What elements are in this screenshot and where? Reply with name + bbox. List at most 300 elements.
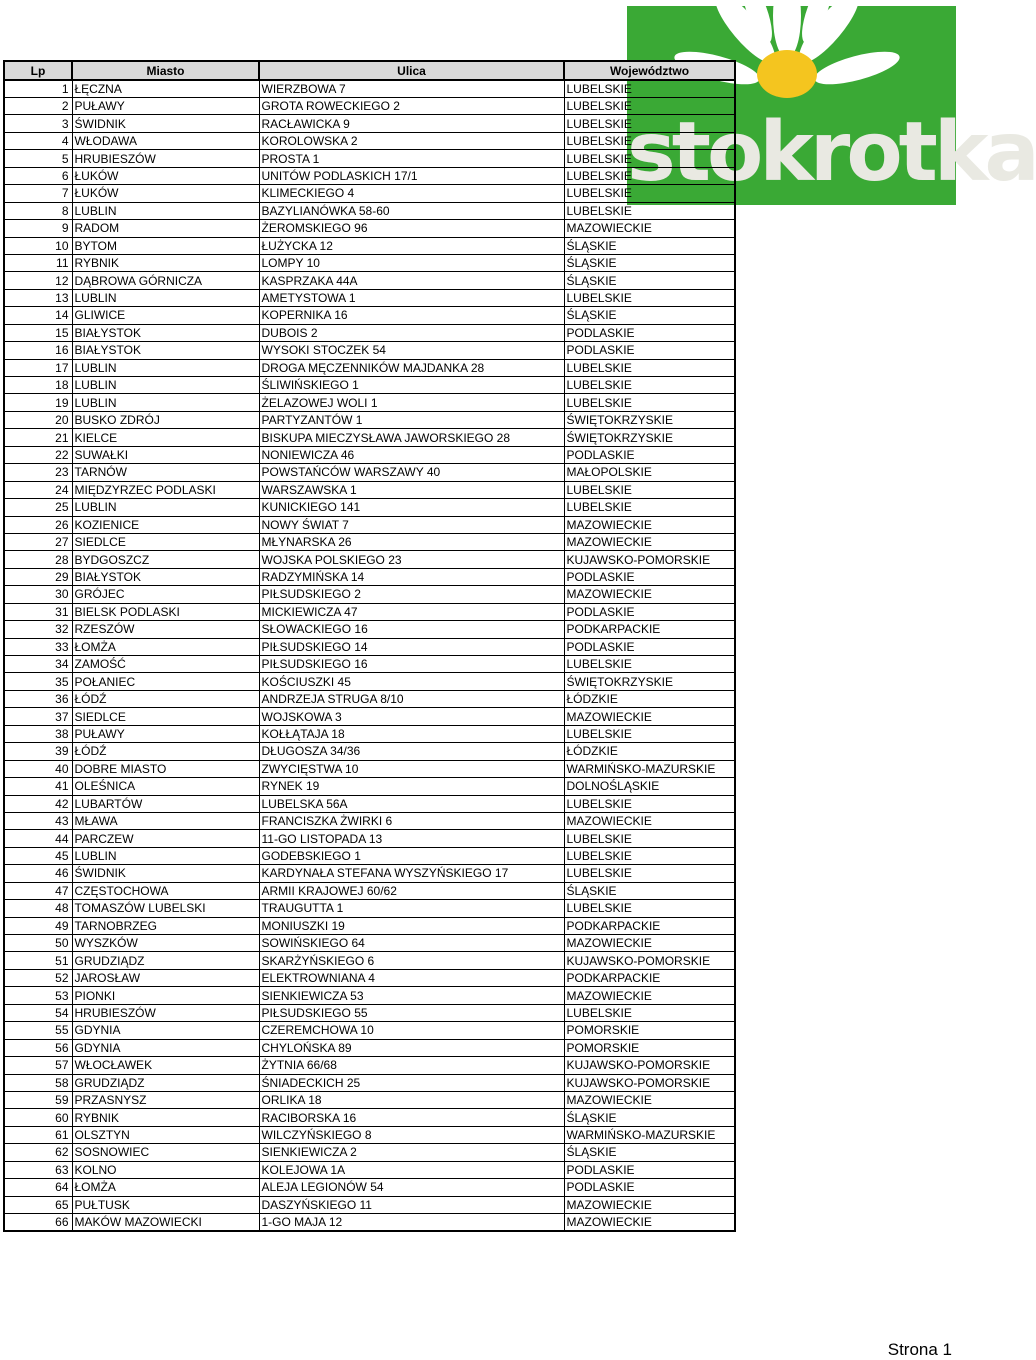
cell-voivodeship: KUJAWSKO-POMORSKIE <box>564 551 735 568</box>
cell-voivodeship: LUBELSKIE <box>564 725 735 742</box>
cell-city: PUŁTUSK <box>72 1196 259 1213</box>
cell-street: ZWYCIĘSTWA 10 <box>259 760 564 777</box>
cell-street: PIŁSUDSKIEGO 16 <box>259 656 564 673</box>
cell-lp: 60 <box>4 1109 72 1126</box>
cell-lp: 14 <box>4 307 72 324</box>
cell-street: KOPERNIKA 16 <box>259 307 564 324</box>
cell-lp: 29 <box>4 568 72 585</box>
table-row <box>4 1091 735 1108</box>
cell-lp: 59 <box>4 1091 72 1108</box>
table-row <box>4 673 735 690</box>
cell-lp: 48 <box>4 900 72 917</box>
cell-voivodeship: MAZOWIECKIE <box>564 516 735 533</box>
cell-voivodeship: KUJAWSKO-POMORSKIE <box>564 952 735 969</box>
table-row <box>4 115 735 132</box>
table-row <box>4 795 735 812</box>
cell-street: PROSTA 1 <box>259 150 564 167</box>
cell-city: KOZIENICE <box>72 516 259 533</box>
cell-lp: 42 <box>4 795 72 812</box>
cell-voivodeship: MAZOWIECKIE <box>564 533 735 550</box>
cell-city: SUWAŁKI <box>72 446 259 463</box>
cell-lp: 35 <box>4 673 72 690</box>
cell-street: WYSOKI STOCZEK 54 <box>259 342 564 359</box>
cell-voivodeship: ŚLĄSKIE <box>564 237 735 254</box>
cell-lp: 58 <box>4 1074 72 1091</box>
table-row <box>4 446 735 463</box>
cell-street: TRAUGUTTA 1 <box>259 900 564 917</box>
cell-voivodeship: PODLASKIE <box>564 638 735 655</box>
cell-voivodeship: LUBELSKIE <box>564 150 735 167</box>
cell-street: KUNICKIEGO 141 <box>259 499 564 516</box>
cell-city: RYBNIK <box>72 254 259 271</box>
cell-street: MICKIEWICZA 47 <box>259 603 564 620</box>
cell-street: ŻEROMSKIEGO 96 <box>259 220 564 237</box>
cell-voivodeship: LUBELSKIE <box>564 115 735 132</box>
cell-lp: 18 <box>4 377 72 394</box>
cell-voivodeship: LUBELSKIE <box>564 202 735 219</box>
cell-lp: 5 <box>4 150 72 167</box>
cell-lp: 64 <box>4 1179 72 1196</box>
table-row <box>4 1214 735 1232</box>
cell-city: SIEDLCE <box>72 708 259 725</box>
cell-voivodeship: PODLASKIE <box>564 324 735 341</box>
table-row <box>4 1022 735 1039</box>
table-row <box>4 638 735 655</box>
table-row <box>4 237 735 254</box>
cell-lp: 26 <box>4 516 72 533</box>
cell-street: NONIEWICZA 46 <box>259 446 564 463</box>
cell-lp: 4 <box>4 132 72 149</box>
cell-voivodeship: MAZOWIECKIE <box>564 987 735 1004</box>
cell-street: DUBOIS 2 <box>259 324 564 341</box>
cell-city: WŁOCŁAWEK <box>72 1057 259 1074</box>
cell-street: GODEBSKIEGO 1 <box>259 847 564 864</box>
cell-lp: 43 <box>4 812 72 829</box>
table-row <box>4 150 735 167</box>
cell-street: PARTYZANTÓW 1 <box>259 411 564 428</box>
cell-lp: 44 <box>4 830 72 847</box>
cell-street: ORLIKA 18 <box>259 1091 564 1108</box>
cell-city: LUBLIN <box>72 499 259 516</box>
table-row <box>4 760 735 777</box>
table-row <box>4 202 735 219</box>
cell-voivodeship: ŚLĄSKIE <box>564 307 735 324</box>
cell-street: DŁUGOSZA 34/36 <box>259 743 564 760</box>
cell-lp: 46 <box>4 865 72 882</box>
table-row <box>4 272 735 289</box>
table-row <box>4 1144 735 1161</box>
cell-voivodeship: LUBELSKIE <box>564 481 735 498</box>
cell-voivodeship: LUBELSKIE <box>564 499 735 516</box>
cell-street: DASZYŃSKIEGO 11 <box>259 1196 564 1213</box>
table-row <box>4 481 735 498</box>
cell-city: LUBLIN <box>72 394 259 411</box>
cell-city: MIĘDZYRZEC PODLASKI <box>72 481 259 498</box>
cell-voivodeship: PODLASKIE <box>564 446 735 463</box>
cell-city: BYTOM <box>72 237 259 254</box>
table-row <box>4 621 735 638</box>
table-row <box>4 952 735 969</box>
cell-lp: 57 <box>4 1057 72 1074</box>
cell-street: SKARŻYŃSKIEGO 6 <box>259 952 564 969</box>
cell-street: SOWIŃSKIEGO 64 <box>259 935 564 952</box>
cell-lp: 3 <box>4 115 72 132</box>
cell-street: PIŁSUDSKIEGO 55 <box>259 1004 564 1021</box>
cell-city: BIAŁYSTOK <box>72 324 259 341</box>
cell-city: GDYNIA <box>72 1039 259 1056</box>
cell-lp: 52 <box>4 969 72 986</box>
cell-street: 1-GO MAJA 12 <box>259 1214 564 1232</box>
cell-lp: 13 <box>4 289 72 306</box>
cell-lp: 32 <box>4 621 72 638</box>
cell-voivodeship: PODLASKIE <box>564 603 735 620</box>
cell-voivodeship: LUBELSKIE <box>564 98 735 115</box>
cell-lp: 61 <box>4 1126 72 1143</box>
column-header-city: Miasto <box>72 61 259 80</box>
cell-lp: 47 <box>4 882 72 899</box>
cell-lp: 2 <box>4 98 72 115</box>
cell-voivodeship: PODKARPACKIE <box>564 917 735 934</box>
cell-lp: 1 <box>4 80 72 98</box>
cell-street: POWSTAŃCÓW WARSZAWY 40 <box>259 464 564 481</box>
table-row <box>4 1004 735 1021</box>
cell-street: WIERZBOWA 7 <box>259 80 564 98</box>
cell-lp: 41 <box>4 778 72 795</box>
cell-voivodeship: ŚLĄSKIE <box>564 254 735 271</box>
table-row <box>4 586 735 603</box>
cell-voivodeship: PODLASKIE <box>564 568 735 585</box>
table-row <box>4 324 735 341</box>
cell-lp: 24 <box>4 481 72 498</box>
cell-voivodeship: KUJAWSKO-POMORSKIE <box>564 1057 735 1074</box>
table-row <box>4 1074 735 1091</box>
cell-lp: 9 <box>4 220 72 237</box>
cell-lp: 7 <box>4 185 72 202</box>
cell-city: SIEDLCE <box>72 533 259 550</box>
table-row <box>4 359 735 376</box>
cell-city: BYDGOSZCZ <box>72 551 259 568</box>
logo-wordmark: stokrotka <box>627 105 1036 200</box>
cell-lp: 12 <box>4 272 72 289</box>
cell-voivodeship: LUBELSKIE <box>564 900 735 917</box>
cell-city: LUBLIN <box>72 359 259 376</box>
cell-city: RADOM <box>72 220 259 237</box>
cell-voivodeship: ŚLĄSKIE <box>564 882 735 899</box>
cell-voivodeship: PODKARPACKIE <box>564 969 735 986</box>
cell-lp: 30 <box>4 586 72 603</box>
cell-lp: 53 <box>4 987 72 1004</box>
cell-street: RACIBORSKA 16 <box>259 1109 564 1126</box>
cell-street: ŚNIADECKICH 25 <box>259 1074 564 1091</box>
cell-lp: 22 <box>4 446 72 463</box>
table-row <box>4 429 735 446</box>
cell-street: WOJSKOWA 3 <box>259 708 564 725</box>
page-number: Strona 1 <box>887 1340 952 1359</box>
table-row <box>4 917 735 934</box>
cell-city: TARNÓW <box>72 464 259 481</box>
cell-lp: 20 <box>4 411 72 428</box>
table-row <box>4 969 735 986</box>
cell-street: ALEJA LEGIONÓW 54 <box>259 1179 564 1196</box>
cell-city: GRÓJEC <box>72 586 259 603</box>
table-row <box>4 935 735 952</box>
table-row <box>4 1179 735 1196</box>
cell-city: MAKÓW MAZOWIECKI <box>72 1214 259 1232</box>
cell-city: BIELSK PODLASKI <box>72 603 259 620</box>
cell-street: BISKUPA MIECZYSŁAWA JAWORSKIEGO 28 <box>259 429 564 446</box>
table-row <box>4 778 735 795</box>
cell-city: HRUBIESZÓW <box>72 1004 259 1021</box>
cell-city: BIAŁYSTOK <box>72 342 259 359</box>
cell-city: ŚWIDNIK <box>72 115 259 132</box>
cell-city: GLIWICE <box>72 307 259 324</box>
cell-voivodeship: LUBELSKIE <box>564 289 735 306</box>
cell-lp: 17 <box>4 359 72 376</box>
cell-city: POŁANIEC <box>72 673 259 690</box>
cell-street: KASPRZAKA 44A <box>259 272 564 289</box>
cell-city: LUBLIN <box>72 289 259 306</box>
cell-lp: 37 <box>4 708 72 725</box>
table-row <box>4 656 735 673</box>
table-row <box>4 254 735 271</box>
cell-street: PIŁSUDSKIEGO 2 <box>259 586 564 603</box>
cell-street: KLIMECKIEGO 4 <box>259 185 564 202</box>
cell-lp: 23 <box>4 464 72 481</box>
cell-city: HRUBIESZÓW <box>72 150 259 167</box>
table-row <box>4 342 735 359</box>
column-header-voivodeship: Województwo <box>564 61 735 80</box>
table-row <box>4 603 735 620</box>
cell-voivodeship: LUBELSKIE <box>564 359 735 376</box>
table-row <box>4 289 735 306</box>
cell-voivodeship: LUBELSKIE <box>564 847 735 864</box>
cell-voivodeship: LUBELSKIE <box>564 80 735 98</box>
table-row <box>4 812 735 829</box>
cell-city: PRZASNYSZ <box>72 1091 259 1108</box>
cell-voivodeship: PODLASKIE <box>564 1179 735 1196</box>
cell-city: MŁAWA <box>72 812 259 829</box>
cell-city: KIELCE <box>72 429 259 446</box>
table-row <box>4 132 735 149</box>
cell-lp: 28 <box>4 551 72 568</box>
cell-lp: 62 <box>4 1144 72 1161</box>
table-row <box>4 847 735 864</box>
cell-street: SIENKIEWICZA 53 <box>259 987 564 1004</box>
cell-voivodeship: ŁÓDZKIE <box>564 690 735 707</box>
cell-city: TARNOBRZEG <box>72 917 259 934</box>
table-row <box>4 1161 735 1178</box>
table-row <box>4 865 735 882</box>
cell-city: GRUDZIĄDZ <box>72 952 259 969</box>
cell-street: GROTA ROWECKIEGO 2 <box>259 98 564 115</box>
cell-street: ELEKTROWNIANA 4 <box>259 969 564 986</box>
cell-voivodeship: ŚWIĘTOKRZYSKIE <box>564 429 735 446</box>
table-row <box>4 185 735 202</box>
cell-street: MONIUSZKI 19 <box>259 917 564 934</box>
cell-street: BAZYLIANÓWKA 58-60 <box>259 202 564 219</box>
cell-city: JAROSŁAW <box>72 969 259 986</box>
cell-street: MŁYNARSKA 26 <box>259 533 564 550</box>
cell-voivodeship: MAZOWIECKIE <box>564 1196 735 1213</box>
cell-lp: 15 <box>4 324 72 341</box>
cell-lp: 8 <box>4 202 72 219</box>
table-header-row <box>4 61 735 80</box>
cell-street: DROGA MĘCZENNIKÓW MAJDANKA 28 <box>259 359 564 376</box>
table-row <box>4 411 735 428</box>
cell-voivodeship: ŚLĄSKIE <box>564 1109 735 1126</box>
cell-street: FRANCISZKA ŻWIRKI 6 <box>259 812 564 829</box>
cell-street: ŻYTNIA 66/68 <box>259 1057 564 1074</box>
table-row <box>4 167 735 184</box>
cell-street: PIŁSUDSKIEGO 14 <box>259 638 564 655</box>
cell-voivodeship: DOLNOŚLĄSKIE <box>564 778 735 795</box>
cell-lp: 6 <box>4 167 72 184</box>
table-row <box>4 307 735 324</box>
cell-city: ŁĘCZNA <box>72 80 259 98</box>
cell-street: KOŚCIUSZKI 45 <box>259 673 564 690</box>
cell-voivodeship: MAZOWIECKIE <box>564 935 735 952</box>
table-row <box>4 725 735 742</box>
cell-voivodeship: LUBELSKIE <box>564 185 735 202</box>
cell-lp: 16 <box>4 342 72 359</box>
cell-voivodeship: LUBELSKIE <box>564 377 735 394</box>
cell-city: DOBRE MIASTO <box>72 760 259 777</box>
cell-street: ŚLIWIŃSKIEGO 1 <box>259 377 564 394</box>
cell-street: 11-GO LISTOPADA 13 <box>259 830 564 847</box>
cell-lp: 36 <box>4 690 72 707</box>
table-row <box>4 882 735 899</box>
cell-street: ARMII KRAJOWEJ 60/62 <box>259 882 564 899</box>
cell-voivodeship: ŚLĄSKIE <box>564 1144 735 1161</box>
cell-city: RYBNIK <box>72 1109 259 1126</box>
cell-city: BIAŁYSTOK <box>72 568 259 585</box>
cell-lp: 50 <box>4 935 72 952</box>
cell-city: SOSNOWIEC <box>72 1144 259 1161</box>
cell-voivodeship: LUBELSKIE <box>564 865 735 882</box>
cell-city: LUBLIN <box>72 202 259 219</box>
cell-voivodeship: ŚWIĘTOKRZYSKIE <box>564 673 735 690</box>
cell-lp: 27 <box>4 533 72 550</box>
cell-lp: 54 <box>4 1004 72 1021</box>
cell-voivodeship: LUBELSKIE <box>564 656 735 673</box>
cell-voivodeship: MAŁOPOLSKIE <box>564 464 735 481</box>
table-row <box>4 900 735 917</box>
cell-lp: 21 <box>4 429 72 446</box>
cell-street: AMETYSTOWA 1 <box>259 289 564 306</box>
cell-city: ŁUKÓW <box>72 185 259 202</box>
table-row <box>4 1126 735 1143</box>
cell-lp: 25 <box>4 499 72 516</box>
cell-voivodeship: LUBELSKIE <box>564 132 735 149</box>
cell-voivodeship: PODLASKIE <box>564 1161 735 1178</box>
table-row <box>4 743 735 760</box>
table-row <box>4 830 735 847</box>
table-row <box>4 1057 735 1074</box>
table-row <box>4 220 735 237</box>
cell-voivodeship: KUJAWSKO-POMORSKIE <box>564 1074 735 1091</box>
cell-voivodeship: ŚLĄSKIE <box>564 272 735 289</box>
cell-city: TOMASZÓW LUBELSKI <box>72 900 259 917</box>
cell-city: ŁÓDŹ <box>72 690 259 707</box>
cell-city: PUŁAWY <box>72 98 259 115</box>
cell-street: ANDRZEJA STRUGA 8/10 <box>259 690 564 707</box>
cell-city: WŁODAWA <box>72 132 259 149</box>
cell-lp: 45 <box>4 847 72 864</box>
cell-lp: 40 <box>4 760 72 777</box>
table-row <box>4 516 735 533</box>
table-row <box>4 98 735 115</box>
cell-street: WARSZAWSKA 1 <box>259 481 564 498</box>
cell-voivodeship: MAZOWIECKIE <box>564 812 735 829</box>
cell-city: WYSZKÓW <box>72 935 259 952</box>
table-row <box>4 1039 735 1056</box>
cell-street: RACŁAWICKA 9 <box>259 115 564 132</box>
cell-city: ZAMOŚĆ <box>72 656 259 673</box>
table-row <box>4 464 735 481</box>
cell-voivodeship: LUBELSKIE <box>564 795 735 812</box>
cell-city: PIONKI <box>72 987 259 1004</box>
cell-lp: 38 <box>4 725 72 742</box>
cell-lp: 10 <box>4 237 72 254</box>
table-row <box>4 551 735 568</box>
table-row <box>4 568 735 585</box>
cell-city: KOLNO <box>72 1161 259 1178</box>
cell-city: OLEŚNICA <box>72 778 259 795</box>
cell-city: DĄBROWA GÓRNICZA <box>72 272 259 289</box>
cell-street: WOJSKA POLSKIEGO 23 <box>259 551 564 568</box>
cell-lp: 39 <box>4 743 72 760</box>
cell-voivodeship: ŚWIĘTOKRZYSKIE <box>564 411 735 428</box>
cell-city: ŁUKÓW <box>72 167 259 184</box>
table-row <box>4 708 735 725</box>
cell-voivodeship: LUBELSKIE <box>564 394 735 411</box>
cell-street: KARDYNAŁA STEFANA WYSZYŃSKIEGO 17 <box>259 865 564 882</box>
cell-street: WILCZYŃSKIEGO 8 <box>259 1126 564 1143</box>
cell-street: UNITÓW PODLASKICH 17/1 <box>259 167 564 184</box>
column-header-lp: Lp <box>4 61 72 80</box>
cell-city: LUBARTÓW <box>72 795 259 812</box>
table-row <box>4 533 735 550</box>
cell-lp: 49 <box>4 917 72 934</box>
cell-lp: 19 <box>4 394 72 411</box>
cell-voivodeship: MAZOWIECKIE <box>564 1091 735 1108</box>
cell-street: NOWY ŚWIAT 7 <box>259 516 564 533</box>
cell-voivodeship: WARMIŃSKO-MAZURSKIE <box>564 760 735 777</box>
cell-voivodeship: POMORSKIE <box>564 1022 735 1039</box>
cell-lp: 33 <box>4 638 72 655</box>
cell-voivodeship: MAZOWIECKIE <box>564 220 735 237</box>
cell-street: SIENKIEWICZA 2 <box>259 1144 564 1161</box>
cell-voivodeship: ŁÓDZKIE <box>564 743 735 760</box>
cell-street: LUBELSKA 56A <box>259 795 564 812</box>
cell-street: ŁUŻYCKA 12 <box>259 237 564 254</box>
cell-street: KOROLOWSKA 2 <box>259 132 564 149</box>
table-row <box>4 394 735 411</box>
cell-street: CHYLOŃSKA 89 <box>259 1039 564 1056</box>
table-row <box>4 1109 735 1126</box>
cell-lp: 31 <box>4 603 72 620</box>
cell-city: ŁÓDŹ <box>72 743 259 760</box>
cell-voivodeship: LUBELSKIE <box>564 830 735 847</box>
cell-city: GDYNIA <box>72 1022 259 1039</box>
table-row <box>4 690 735 707</box>
column-header-street: Ulica <box>259 61 564 80</box>
cell-voivodeship: POMORSKIE <box>564 1039 735 1056</box>
cell-city: CZĘSTOCHOWA <box>72 882 259 899</box>
cell-city: ŁOMŻA <box>72 638 259 655</box>
cell-lp: 55 <box>4 1022 72 1039</box>
cell-voivodeship: PODLASKIE <box>564 342 735 359</box>
